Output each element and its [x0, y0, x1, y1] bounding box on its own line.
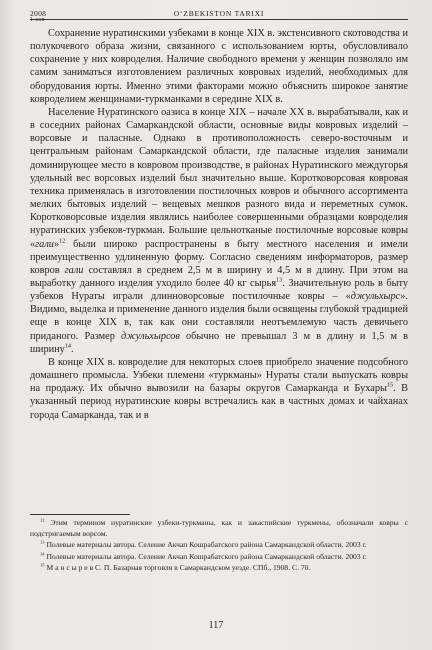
text-run: . В указанный период нуратинские ковры встречались как в частных домах и чайханах города Самарканда, так и в: [30, 383, 408, 421]
text-run: составлял в среднем 2,5 м в ширину и 4,5 м в длину. При этом на выработку данного изделия уходило более 40 кг сырья: [30, 264, 408, 289]
footnote-ref[interactable]: 14: [64, 342, 71, 350]
footnote-text: М а н с ы р е в С. П. Базарная торговля в Самаркандском уезде. СПб., 1908. С. 70.: [44, 563, 311, 573]
footnote-text: Полевые материалы автора. Селение Акчап Кошрабатского района Самаркандской области. 2003 г.: [44, 551, 367, 561]
footnote-number: 15: [40, 562, 45, 568]
text-run: .: [70, 343, 74, 355]
footnote-text: Полевые материалы автора. Селение Акчап Кошрабатского района Самаркандской области. 2003 г.: [44, 540, 367, 550]
footnote-ref[interactable]: 15: [386, 381, 394, 389]
footnote-number: 14: [40, 551, 45, 557]
footnote-15: [30, 563, 408, 574]
text-run: Население Нуратинского оазиса в конце XIX – начале XX в. вырабатывали, как и в соседних районах Самаркандской области, основные виды ковровых изделий – ворсовые и паласные. Однако в противоположность северо-восточным и центральным районам Самаркандской области, где паласные изделия занимали доминирующее место в ковровом производстве, в районах Нуратинского междугорья удельный вес ворсовых изделий был значительно выше. Коротковорсовая ковровая техника применялась в изготовлении постилочных ковров и обычного ассортимента мелких бытовых изделий – вещевых мешков разного вида и переметных сумок. Коротковорсовые изделия являлись наиболее совершенными образцами ковроделия нуратинских узбеков-туркман. Большие цельнотканые постилочные ворсовые ковры «: [30, 106, 408, 250]
term-dzhulkhyrsov: джульхырсов: [121, 330, 180, 342]
text-run: обычно не превышал 3 м в длину и 1,5 м в ширину: [30, 330, 408, 355]
running-header: [30, 7, 408, 27]
text-run: были широко распространены в быту местного населения и имели преимущественно удлиненную форму. Согласно сведениям информаторов, размер ковров: [30, 238, 408, 276]
term-gali: гали: [64, 264, 84, 276]
text-run: В конце XIX в. ковроделие для некоторых слоев приобрело значение подсобного домашнего промысла. Узбеки племени «туркманы» Нураты стали выпускать ковры на продажу. Их обычно вывозили на базары округов Самарканда и Бухары: [30, 356, 408, 395]
footnote-text: Этим термином нуратинские узбеки-туркманы, как и закаспийские туркмены, обозначали ковры с подстригаемым ворсом.: [30, 518, 408, 538]
text-run: ». Видимо, выделка и применение данного изделия были освящены глубокой традицией еще в конце XIX в, так как они составляли неотъемлемую часть девичьего приданого. Размер: [30, 291, 408, 342]
footnote-number: 12: [40, 517, 45, 523]
header-divider: [30, 19, 408, 20]
footnote-14: [30, 552, 408, 563]
paragraph-3: [30, 356, 408, 422]
footnote-ref[interactable]: 13: [276, 276, 283, 284]
footnote-number: 13: [40, 539, 45, 545]
header-journal-title: O‘ZBEKISTON TARIXI: [173, 9, 265, 18]
footnote-12: [30, 518, 408, 539]
term-dzhulkhyrs: джульхырс: [350, 291, 401, 303]
footnotes-divider: [30, 514, 130, 515]
page-number: 117: [208, 620, 224, 631]
header-issue: 1-son: [30, 17, 45, 23]
paragraph-1: Сохранение нуратинскими узбеками в конце XIX в. экстенсивного скотоводства и полукочевого образа жизни, связанного с использованием юрты, обусловливало сохранение у них ковроделия. Наличие свободного времени у женщин позволяло им самим заниматься изготовлением различных ковровых изделий, необходимых для оборудования юрты. Именно этими факторами можно объяснить широкое занятие ковроделием женщинами-туркманками в середине XIX в.: [30, 28, 408, 105]
footnotes: [30, 518, 408, 575]
paragraph-2: [30, 106, 408, 356]
text-run: »: [53, 238, 60, 250]
term-gali: гали: [35, 238, 54, 250]
article-body: [30, 27, 408, 422]
footnote-13: [30, 540, 408, 551]
header-year: 2008: [30, 9, 47, 18]
text-run: . Значительную роль в быту узбеков Нураты играли длинноворсовые постилочные ковры – «: [30, 277, 409, 303]
footnote-ref[interactable]: 12: [59, 237, 66, 245]
